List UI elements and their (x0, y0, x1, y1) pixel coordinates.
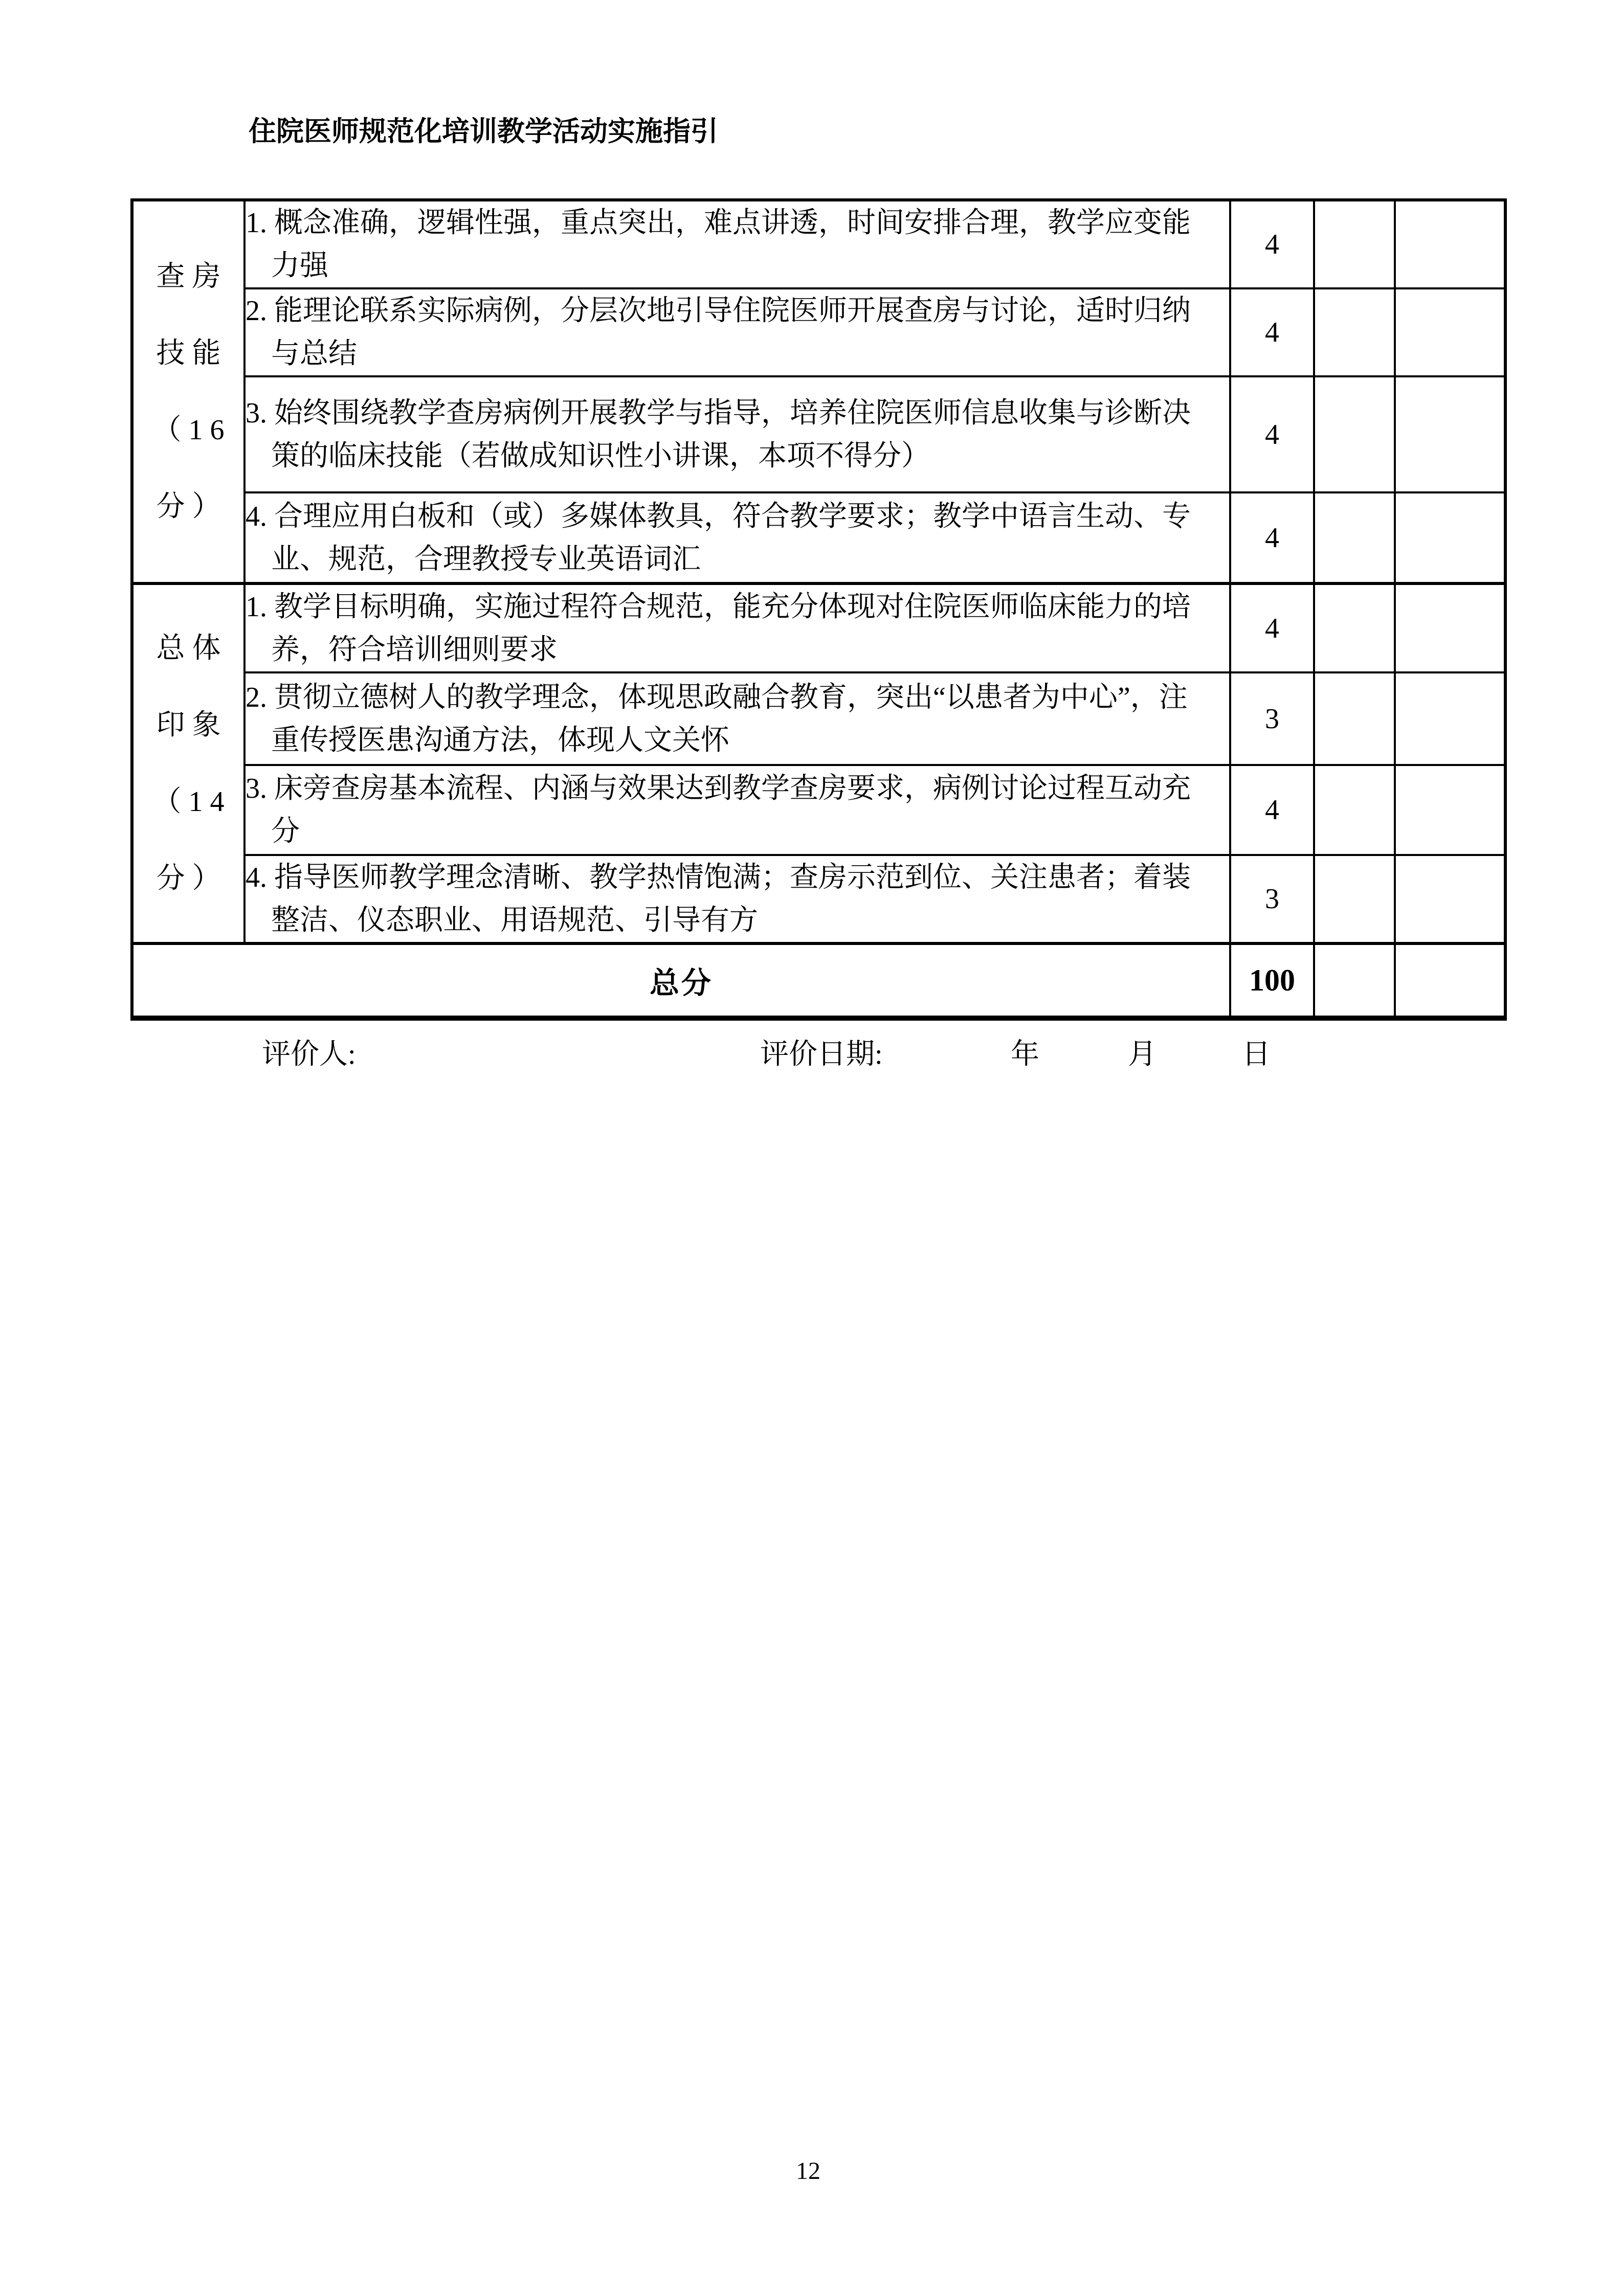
criterion-text-line: 2. 能理论联系实际病例，分层次地引导住院医师开展查房与讨论，适时归纳 (246, 295, 1191, 327)
page-number: 12 (796, 2157, 820, 2185)
criterion-text-line: 4. 合理应用白板和（或）多媒体教具，符合教学要求；教学中语言生动、专 (246, 500, 1191, 532)
section-label-line: （ 1 4 (152, 786, 225, 818)
section-label-line: 印 象 (156, 709, 221, 741)
evaluator-label: 评价人: (262, 1039, 356, 1070)
criterion-text-line: 3. 床旁查房基本流程、内涵与效果达到教学查房要求，病例讨论过程互动充 (246, 773, 1191, 804)
criterion-cell (244, 855, 1230, 943)
evaluation-table (130, 198, 1507, 1021)
empty-remark-cell (1395, 765, 1505, 855)
criterion-text-line: 养，符合培训细则要求 (271, 634, 558, 666)
empty-score-cell (1314, 765, 1395, 855)
criterion-text-line: 2. 贯彻立德树人的教学理念，体现思政融合教育，突出“以患者为中心”，注 (246, 681, 1188, 713)
criterion-cell (244, 492, 1230, 583)
table-row (132, 288, 1505, 376)
empty-remark-cell (1395, 583, 1505, 672)
criterion-text-line: 分 (271, 816, 300, 847)
empty-remark-cell (1395, 288, 1505, 376)
empty-score-cell (1314, 376, 1395, 492)
section-label-line: 总 体 (156, 633, 221, 664)
criterion-text-line: 4. 指导医师教学理念清晰、教学热情饱满；查房示范到位、关注患者；着装 (246, 862, 1191, 893)
table-row (132, 765, 1505, 855)
criterion-cell (244, 672, 1230, 765)
empty-remark-cell (1395, 943, 1505, 1018)
empty-remark-cell (1395, 492, 1505, 583)
empty-remark-cell (1395, 200, 1505, 288)
table-row (132, 376, 1505, 492)
section-label-line: 分 ） (156, 491, 221, 523)
criterion-text-line: 1. 概念准确，逻辑性强，重点突出，难点讲透，时间安排合理，教学应变能 (246, 207, 1191, 239)
score-cell: 4 (1230, 200, 1314, 288)
score-cell: 4 (1230, 376, 1314, 492)
criterion-cell (244, 288, 1230, 376)
empty-score-cell (1314, 492, 1395, 583)
criterion-text-line: 整洁、仪态职业、用语规范、引导有方 (271, 905, 758, 936)
criterion-cell (244, 376, 1230, 492)
score-cell: 3 (1230, 672, 1314, 765)
empty-remark-cell (1395, 376, 1505, 492)
table-row (132, 672, 1505, 765)
section-label-line: 技 能 (156, 337, 221, 369)
criterion-text-line: 业、规范，合理教授专业英语词汇 (271, 543, 701, 575)
score-cell: 4 (1230, 288, 1314, 376)
criterion-text-line: 与总结 (271, 338, 357, 370)
month-label: 月 (1128, 1039, 1156, 1070)
empty-score-cell (1314, 583, 1395, 672)
empty-score-cell (1314, 672, 1395, 765)
criterion-text-line: 3. 始终围绕教学查房病例开展教学与指导，培养住院医师信息收集与诊断决 (246, 397, 1191, 429)
criterion-text-line: 策的临床技能（若做成知识性小讲课，本项不得分） (271, 440, 930, 472)
evaluation-date-label: 评价日期: (760, 1039, 883, 1070)
section-label-ward-round-skills (132, 200, 244, 583)
score-cell: 4 (1230, 583, 1314, 672)
day-label: 日 (1242, 1039, 1271, 1070)
score-cell: 4 (1230, 492, 1314, 583)
section-label-line: 查 房 (156, 261, 221, 292)
criterion-text-line: 重传授医患沟通方法，体现人文关怀 (271, 724, 729, 756)
table-row (132, 855, 1505, 943)
section-label-line: （ 1 6 (152, 414, 225, 446)
empty-score-cell (1314, 943, 1395, 1018)
score-cell: 4 (1230, 765, 1314, 855)
year-label: 年 (1011, 1039, 1039, 1070)
empty-score-cell (1314, 288, 1395, 376)
total-score-cell: 100 (1230, 943, 1314, 1018)
criterion-text-line: 1. 教学目标明确，实施过程符合规范，能充分体现对住院医师临床能力的培 (246, 591, 1191, 623)
empty-score-cell (1314, 855, 1395, 943)
table-row (132, 492, 1505, 583)
total-row (132, 943, 1505, 1018)
criterion-cell (244, 583, 1230, 672)
table-row (132, 200, 1505, 288)
empty-score-cell (1314, 200, 1395, 288)
criterion-cell (244, 200, 1230, 288)
section-label-overall-impression (132, 583, 244, 943)
empty-remark-cell (1395, 855, 1505, 943)
score-cell: 3 (1230, 855, 1314, 943)
empty-remark-cell (1395, 672, 1505, 765)
total-label: 总分 (132, 943, 1230, 1018)
section-label-line: 分 ） (156, 863, 221, 894)
table-row (132, 583, 1505, 672)
criterion-text-line: 力强 (271, 250, 328, 282)
criterion-cell (244, 765, 1230, 855)
page-title: 住院医师规范化培训教学活动实施指引 (249, 116, 718, 147)
